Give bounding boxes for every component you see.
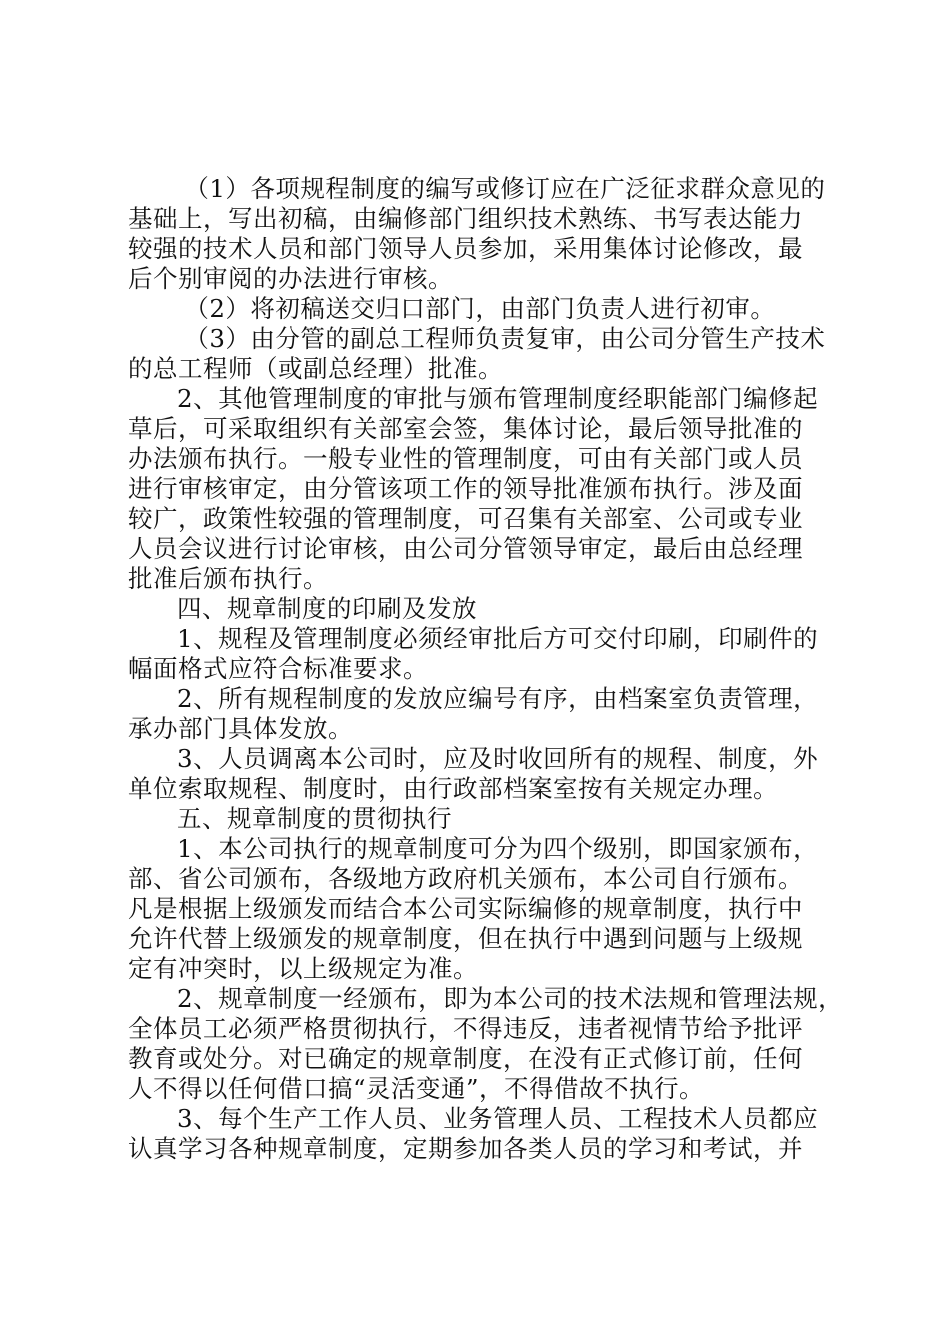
- text-line: 凡是根据上级颁发而结合本公司实际编修的规章制度，执行中: [128, 894, 803, 923]
- text-line: 定有冲突时，以上级规定为准。: [128, 954, 478, 983]
- paragraph-4-3: [128, 744, 833, 804]
- section-heading-5: [128, 804, 833, 834]
- paragraph-sub-3: [128, 324, 833, 384]
- text-line: 人员会议进行讨论审核，由公司分管领导审定，最后由总经理: [128, 534, 803, 563]
- text-line: 部、省公司颁布，各级地方政府机关颁布，本公司自行颁布。: [128, 864, 803, 893]
- text-line: 3、人员调离本公司时，应及时收回所有的规程、制度，外: [177, 744, 819, 773]
- text-line: 人不得以任何借口搞“灵活变通”，不得借故不执行。: [128, 1074, 705, 1103]
- text-line: 的总工程师（或副总经理）批准。: [128, 354, 503, 383]
- text-line: 全体员工必须严格贯彻执行，不得违反，违者视情节给予批评: [128, 1014, 803, 1043]
- text-line: 允许代替上级颁发的规章制度，但在执行中遇到问题与上级规: [128, 924, 803, 953]
- text-line: 较强的技术人员和部门领导人员参加，采用集体讨论修改，最: [128, 234, 803, 263]
- text-line: 幅面格式应符合标准要求。: [128, 654, 428, 683]
- text-line: 认真学习各种规章制度，定期参加各类人员的学习和考试，并: [128, 1134, 803, 1163]
- paragraph-4-1: [128, 624, 833, 684]
- text-line: （1）各项规程制度的编写或修订应在广泛征求群众意见的: [184, 174, 826, 203]
- text-line: 草后，可采取组织有关部室会签，集体讨论，最后领导批准的: [128, 414, 803, 443]
- section-heading-4: [128, 594, 833, 624]
- text-line: 承办部门具体发放。: [128, 714, 353, 743]
- text-line: 2、规章制度一经颁布，即为本公司的技术法规和管理法规，: [177, 984, 844, 1013]
- text-line: 基础上，写出初稿，由编修部门组织技术熟练、书写表达能力: [128, 204, 803, 233]
- text-line: 较广，政策性较强的管理制度，可召集有关部室、公司或专业: [128, 504, 803, 533]
- text-line: 1、本公司执行的规章制度可分为四个级别，即国家颁布，: [177, 834, 819, 863]
- text-line: 单位索取规程、制度时，由行政部档案室按有关规定办理。: [128, 774, 778, 803]
- paragraph-approval-other: [128, 384, 833, 594]
- text-line: 2、其他管理制度的审批与颁布管理制度经职能部门编修起: [177, 384, 819, 413]
- text-line: （2）将初稿送交归口部门，由部门负责人进行初审。: [184, 294, 776, 323]
- paragraph-5-1: [128, 834, 833, 984]
- text-line: 1、规程及管理制度必须经审批后方可交付印刷，印刷件的: [177, 624, 819, 653]
- text-line: 办法颁布执行。一般专业性的管理制度，可由有关部门或人员: [128, 444, 803, 473]
- text-line: 后个别审阅的办法进行审核。: [128, 264, 453, 293]
- document-body: [128, 174, 844, 1164]
- text-line: 3、每个生产工作人员、业务管理人员、工程技术人员都应: [177, 1104, 819, 1133]
- section-title: 四、规章制度的印刷及发放: [177, 594, 477, 623]
- section-title: 五、规章制度的贯彻执行: [177, 804, 452, 833]
- text-line: 进行审核审定，由分管该项工作的领导批准颁布执行。涉及面: [128, 474, 803, 503]
- paragraph-5-2: [128, 984, 844, 1104]
- text-line: 教育或处分。对已确定的规章制度，在没有正式修订前，任何: [128, 1044, 803, 1073]
- text-line: 2、所有规程制度的发放应编号有序，由档案室负责管理，: [177, 684, 819, 713]
- text-line: （3）由分管的副总工程师负责复审，由公司分管生产技术: [184, 324, 826, 353]
- paragraph-4-2: [128, 684, 833, 744]
- paragraph-sub-1: [128, 174, 833, 294]
- paragraph-sub-2: [128, 294, 833, 324]
- paragraph-5-3: [128, 1104, 833, 1164]
- text-line: 批准后颁布执行。: [128, 564, 328, 593]
